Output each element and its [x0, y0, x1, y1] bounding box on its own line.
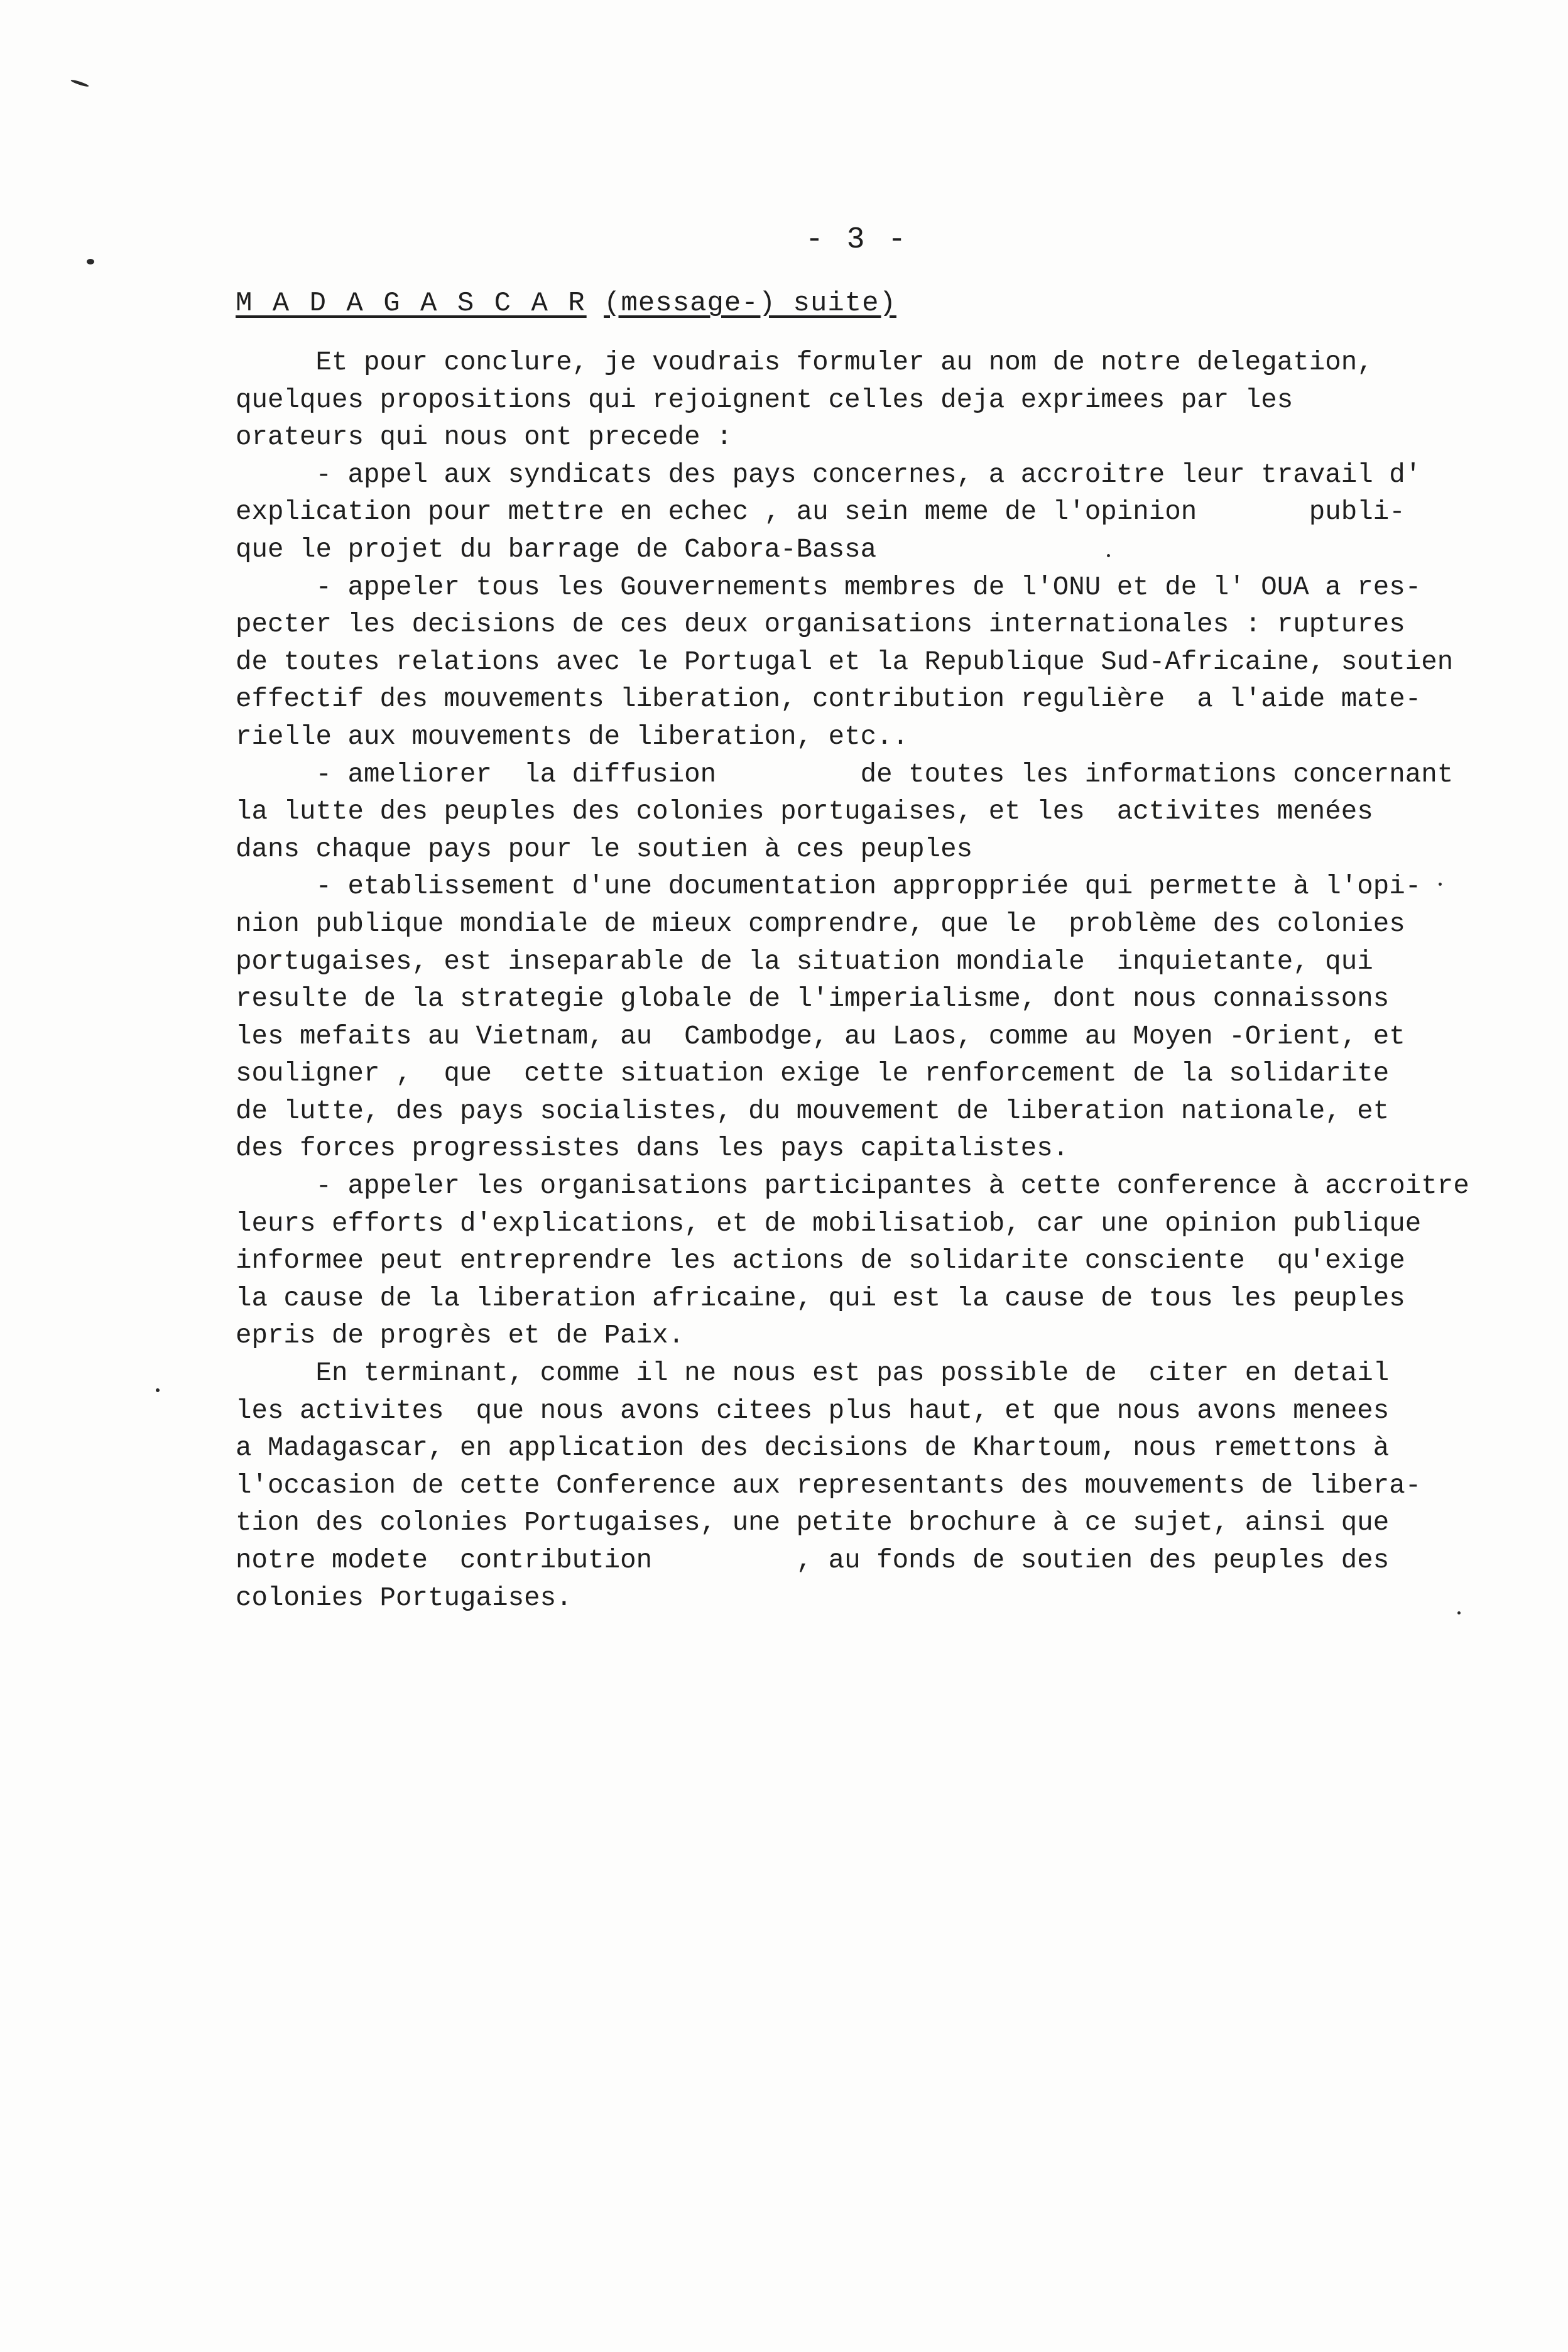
- text-line: de lutte, des pays socialistes, du mouvement de liberation nationale, et: [236, 1096, 1390, 1126]
- scan-mark: [156, 1388, 160, 1392]
- heading-subtitle: (message-) suite): [604, 288, 896, 319]
- text-line: resulte de la strategie globale de l'imperialisme, dont nous connaissons: [236, 984, 1390, 1015]
- body-text: [236, 344, 1492, 1617]
- text-line: Et pour conclure, je voudrais formuler au nom de notre delegation,: [236, 347, 1373, 378]
- text-line: - appeler les organisations participantes à cette conference à accroitre: [236, 1171, 1469, 1202]
- text-line: des forces progressistes dans les pays capitalistes.: [236, 1133, 1069, 1164]
- text-line: tion des colonies Portugaises, une petite brochure à ce sujet, ainsi que: [236, 1508, 1390, 1538]
- text-line: nion publique mondiale de mieux comprendre, que le problème des colonies: [236, 908, 1405, 939]
- text-line: effectif des mouvements liberation, contribution regulière a l'aide mate-: [236, 684, 1422, 715]
- text-line: les activites que nous avons citees plus haut, et que nous avons menees: [236, 1395, 1390, 1426]
- text-line: epris de progrès et de Paix.: [236, 1320, 685, 1351]
- text-line: quelques propositions qui rejoignent celles deja exprimees par les: [236, 384, 1293, 415]
- text-line: que le projet du barrage de Cabora-Bassa: [236, 534, 877, 565]
- page-number: - 3 -: [805, 223, 909, 257]
- text-line: - appeler tous les Gouvernements membres de l'ONU et de l' OUA a res-: [236, 572, 1422, 602]
- text-line: la cause de la liberation africaine, qui est la cause de tous les peuples: [236, 1283, 1405, 1314]
- section-heading: [236, 288, 896, 319]
- text-line: dans chaque pays pour le soutien à ces peuples: [236, 834, 973, 864]
- text-line: rielle aux mouvements de liberation, etc..: [236, 721, 909, 752]
- text-line: l'occasion de cette Conference aux representants des mouvements de libera-: [236, 1470, 1422, 1501]
- text-line: portugaises, est inseparable de la situation mondiale inquietante, qui: [236, 946, 1373, 977]
- text-line: a Madagascar, en application des decisions de Khartoum, nous remettons à: [236, 1433, 1390, 1464]
- text-line: de toutes relations avec le Portugal et la Republique Sud-Africaine, soutien: [236, 646, 1454, 677]
- text-line: souligner , que cette situation exige le renforcement de la solidarite: [236, 1059, 1390, 1089]
- text-line: notre modete contribution , au fonds de soutien des peuples des: [236, 1545, 1390, 1576]
- text-line: En terminant, comme il ne nous est pas possible de citer en detail: [236, 1358, 1390, 1389]
- text-line: - etablissement d'une documentation approppriée qui permette à l'opi-: [236, 871, 1422, 902]
- heading-title: M A D A G A S C A R: [236, 288, 587, 319]
- text-line: informee peut entreprendre les actions de solidarite consciente qu'exige: [236, 1246, 1405, 1277]
- text-line: orateurs qui nous ont precede :: [236, 422, 732, 453]
- text-line: les mefaits au Vietnam, au Cambodge, au Laos, comme au Moyen -Orient, et: [236, 1021, 1405, 1052]
- text-line: leurs efforts d'explications, et de mobilisatiob, car une opinion publique: [236, 1208, 1422, 1239]
- text-line: la lutte des peuples des colonies portugaises, et les activites menées: [236, 797, 1373, 827]
- text-line: - ameliorer la diffusion de toutes les informations concernant: [236, 759, 1454, 790]
- text-line: pecter les decisions de ces deux organisations internationales : ruptures: [236, 609, 1405, 640]
- scan-mark: [87, 259, 94, 264]
- text-line: colonies Portugaises.: [236, 1582, 572, 1613]
- text-line: explication pour mettre en echec , au sein meme de l'opinion publi-: [236, 497, 1405, 528]
- text-line: - appel aux syndicats des pays concernes, a accroitre leur travail d': [236, 459, 1422, 490]
- scan-mark: [70, 79, 89, 87]
